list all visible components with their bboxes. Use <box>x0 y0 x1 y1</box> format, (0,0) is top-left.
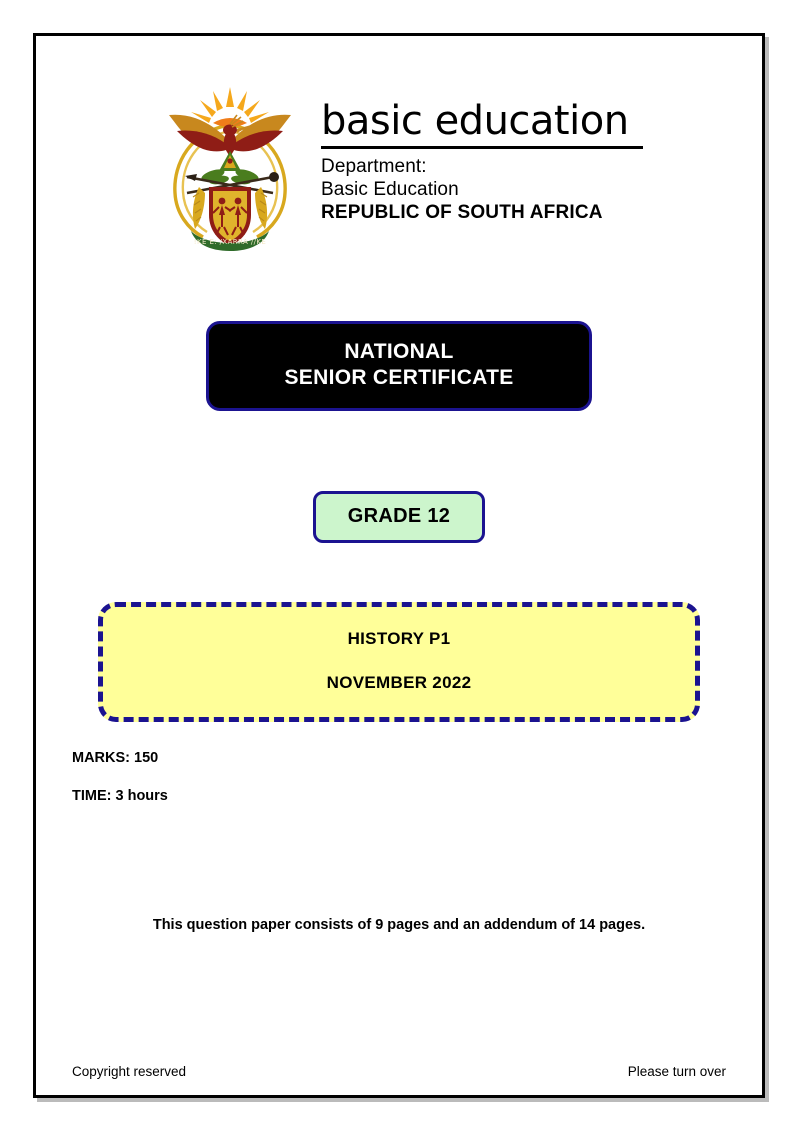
marks-line: MARKS: 150 <box>72 750 159 766</box>
svg-text:!KE E: /XARRA //KE: !KE E: /XARRA //KE <box>193 238 267 246</box>
page-footer <box>72 1064 726 1079</box>
subject-box-row <box>36 602 762 722</box>
basic-education-wordmark: basic education <box>321 98 629 144</box>
country-name: REPUBLIC OF SOUTH AFRICA <box>321 202 603 224</box>
page-count-notice: This question paper consists of 9 pages and an addendum of 14 pages. <box>152 917 646 933</box>
south-african-coat-of-arms-icon <box>155 81 305 253</box>
exam-session: NOVEMBER 2022 <box>326 673 472 692</box>
certificate-box-row <box>36 321 762 411</box>
page-sheet <box>33 33 765 1098</box>
department-wordmark <box>321 81 643 225</box>
department-label: Department: <box>321 155 427 177</box>
time-line: TIME: 3 hours <box>72 788 168 804</box>
grade-label: GRADE 12 <box>347 505 451 527</box>
subject-name: HISTORY P1 <box>347 629 451 648</box>
national-senior-certificate-box <box>206 321 592 411</box>
footer-copyright: Copyright reserved <box>72 1064 187 1079</box>
masthead <box>36 81 762 253</box>
department-name: Basic Education <box>321 178 459 200</box>
certificate-line-national: NATIONAL <box>344 340 454 363</box>
grade-box <box>313 491 485 543</box>
footer-turn-over: Please turn over <box>627 1064 726 1079</box>
grade-box-row <box>36 491 762 543</box>
page-content-area <box>36 36 762 1095</box>
certificate-line-senior-certificate: SENIOR CERTIFICATE <box>284 365 514 389</box>
subject-session-box <box>98 602 700 722</box>
wordmark-divider <box>321 146 643 149</box>
